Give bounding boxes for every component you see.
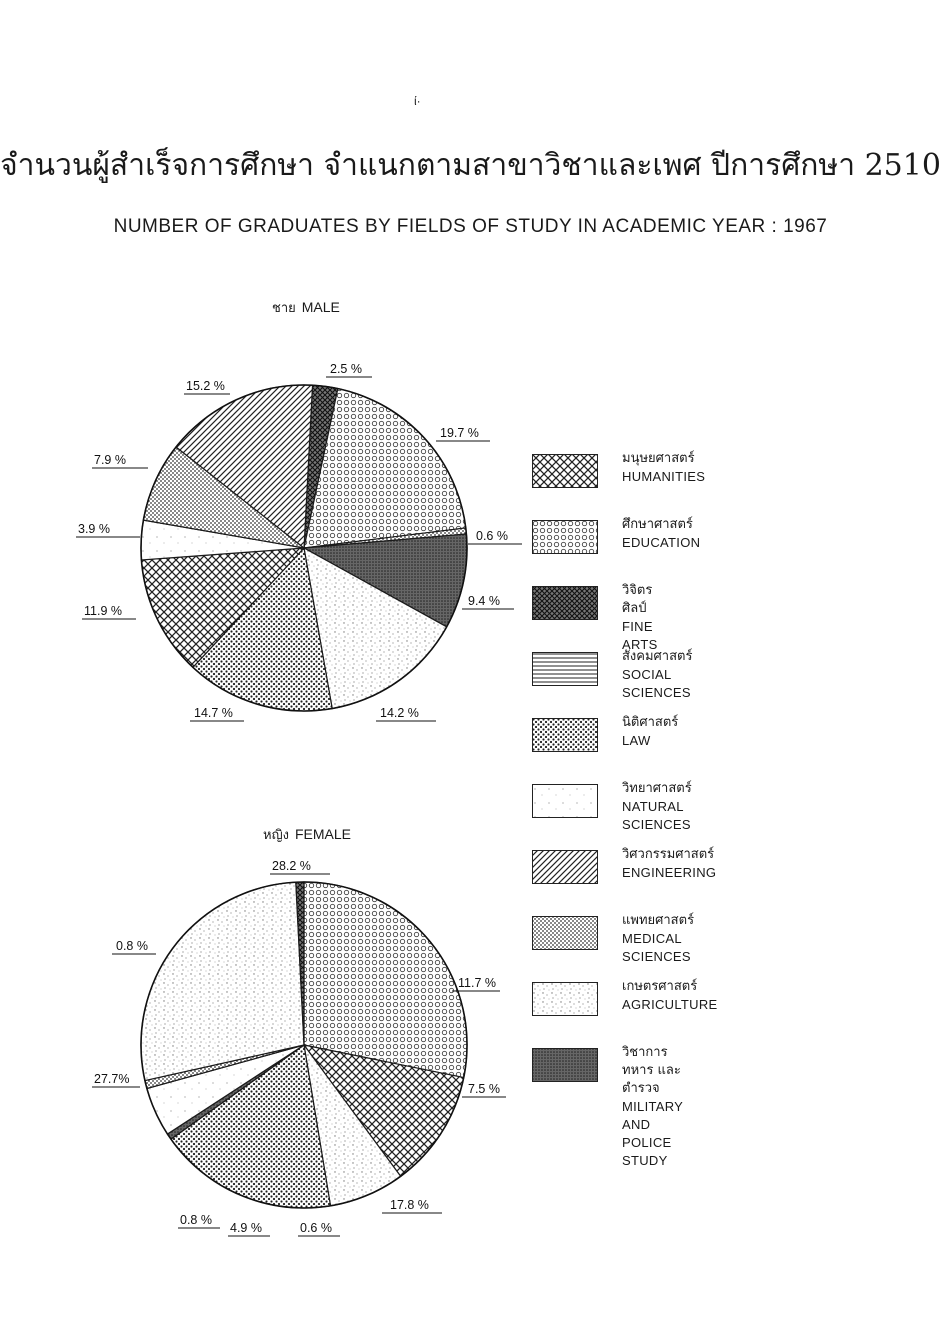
- female-slice-label-0: 28.2 %: [272, 859, 311, 873]
- male-slice-label-8: 7.9 %: [94, 453, 126, 467]
- male-slice-label-3: 9.4 %: [468, 594, 500, 608]
- legend-law-thai: นิติศาสตร์: [622, 715, 679, 730]
- male-slice-label-6: 11.9 %: [84, 604, 122, 618]
- legend-natural-sciences-thai: วิทยาศาสตร์: [622, 781, 692, 796]
- legend-military-police-thai: วิชาการทหาร และ ตำรวจ: [622, 1045, 681, 1096]
- legend-swatch-social-sciences: [532, 652, 598, 686]
- legend-fine-arts-english: FINE ARTS: [622, 619, 658, 652]
- male-slice-label-4: 14.2 %: [380, 706, 419, 720]
- female-slice-label-5: 4.9 %: [230, 1221, 262, 1235]
- legend-social-sciences-thai: สังคมศาสตร์: [622, 649, 693, 664]
- male-label-english: MALE: [301, 299, 340, 315]
- legend-military-police-english: MILITARY AND POLICE STUDY: [622, 1099, 683, 1168]
- legend-swatch-fine-arts: [532, 586, 598, 620]
- legend-agriculture-thai: เกษตรศาสตร์: [622, 979, 698, 994]
- female-label-thai: หญิง: [263, 828, 289, 843]
- female-label-english: FEMALE: [295, 826, 352, 842]
- legend-swatch-military-police: [532, 1048, 598, 1082]
- male-pie-chart: [141, 385, 467, 711]
- legend-humanities-english: HUMANITIES: [622, 469, 706, 484]
- legend-swatch-agriculture: [532, 982, 598, 1016]
- legend-education-english: EDUCATION: [622, 535, 701, 550]
- legend-medical-sciences-thai: แพทยศาสตร์: [622, 913, 695, 928]
- legend-swatch-medical-sciences: [532, 916, 598, 950]
- female-slice-label-8: 0.8 %: [116, 939, 148, 953]
- legend-education-thai: ศึกษาศาสตร์: [622, 517, 693, 532]
- female-slice-label-7: 27.7%: [94, 1072, 130, 1086]
- female-slice-agriculture-7: [141, 882, 304, 1080]
- male-slice-label-2: 0.6 %: [476, 529, 508, 543]
- legend-engineering-english: ENGINEERING: [622, 865, 717, 880]
- legend-swatch-education: [532, 520, 598, 554]
- legend-swatch-engineering: [532, 850, 598, 884]
- female-slice-education-0: [304, 882, 467, 1078]
- page-mark: ί·: [414, 94, 421, 108]
- male-slice-label-0: 2.5 %: [330, 362, 362, 376]
- female-slice-label-2: 7.5 %: [468, 1082, 500, 1096]
- female-pie-chart: [141, 882, 467, 1208]
- legend-humanities-thai: มนุษยศาสตร์: [622, 451, 695, 466]
- chart-title-english: NUMBER OF GRADUATES BY FIELDS OF STUDY IN ACADEMIC YEAR : 1967: [113, 216, 828, 237]
- legend-engineering-thai: วิศวกรรมศาสตร์: [622, 847, 715, 862]
- chart-title-thai: จำนวนผู้สำเร็จการศึกษา จำแนกตามสาขาวิชาและเพศ ปีการศึกษา 2510: [0, 148, 941, 183]
- male-slice-label-7: 3.9 %: [78, 522, 110, 536]
- legend-medical-sciences-english: MEDICAL SCIENCES: [622, 931, 691, 964]
- legend-law-english: LAW: [622, 733, 651, 748]
- legend-agriculture-english: AGRICULTURE: [622, 997, 718, 1012]
- legend-fine-arts-thai: วิจิตรศิลป์: [622, 583, 653, 616]
- male-slice-label-1: 19.7 %: [440, 426, 479, 440]
- female-slice-label-1: 11.7 %: [458, 976, 496, 990]
- female-slice-label-4: 0.6 %: [300, 1221, 332, 1235]
- male-label-thai: ชาย: [272, 301, 296, 316]
- legend-swatch-law: [532, 718, 598, 752]
- male-slice-label-9: 15.2 %: [186, 379, 225, 393]
- legend-swatch-humanities: [532, 454, 598, 488]
- female-slice-label-3: 17.8 %: [390, 1198, 429, 1212]
- legend-social-sciences-english: SOCIAL SCIENCES: [622, 667, 691, 700]
- female-slice-label-6: 0.8 %: [180, 1213, 212, 1227]
- legend-natural-sciences-english: NATURAL SCIENCES: [622, 799, 691, 832]
- male-slice-label-5: 14.7 %: [194, 706, 233, 720]
- legend-swatch-natural-sciences: [532, 784, 598, 818]
